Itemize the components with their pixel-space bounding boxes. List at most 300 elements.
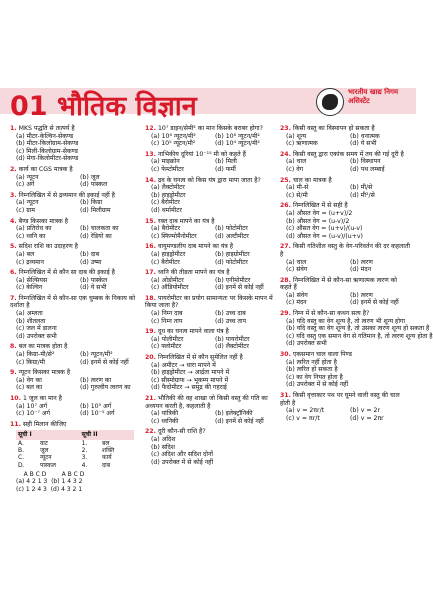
question-text: [10, 125, 140, 133]
question-item: [280, 351, 410, 389]
question-text: [280, 202, 410, 210]
answer-option: (a) पोलीमीटर: [151, 335, 184, 343]
question-number: 1.: [10, 125, 17, 132]
answer-option: (d) उच्च ताप: [215, 317, 246, 325]
match-cell: 2.: [81, 447, 88, 455]
option-list: [145, 436, 275, 466]
answer-option: (a) चाल: [286, 158, 307, 166]
match-table: [16, 430, 134, 468]
question-number: 8.: [10, 343, 17, 351]
question-number: 3.: [10, 191, 17, 199]
answer-option: (a) माइक्रोन: [151, 158, 180, 166]
answer-option: (b) पायरोमीटर: [215, 335, 250, 343]
question-stem: दूध का घनत्व मापने वाला यंत्र है: [157, 328, 229, 336]
answer-option: (b) त्वरण: [350, 291, 373, 299]
answer-option: (c) ऋणात्मक: [286, 140, 318, 148]
question-item: [10, 192, 140, 215]
answer-option: (a) शून्य: [286, 132, 307, 140]
answer-option: (a) प्रतिरोध का: [16, 225, 52, 233]
answer-option: (c) से/मी: [286, 191, 308, 199]
answer-option: (c) का वेग नियत होता है: [286, 373, 343, 381]
question-stem: वायुमण्डलीय दाब मापने का यंत्र है: [157, 243, 234, 251]
match-cell: जूल: [39, 447, 49, 455]
question-stem: निम्नलिखित में से कौन-सा एक चुम्बक के निकाय को दर्शाता है: [10, 294, 136, 310]
question-stem: सही मिलान कीजिए: [22, 420, 67, 428]
question-number: 24.: [280, 150, 291, 158]
question-number: 21.: [145, 395, 156, 402]
question-stem: सदिश राशि का उदाहरण है: [18, 243, 78, 251]
question-item: [280, 310, 433, 348]
answer-option: (c) ध्वनि का: [16, 232, 46, 240]
answer-option: (a) त्वरित नहीं होता है: [286, 358, 337, 366]
answer-option: (b) पास्केल: [80, 276, 108, 284]
answer-option: (b) जूल: [80, 173, 100, 181]
question-item: [10, 395, 140, 418]
answer-option: (c) फ्लोमीटर: [151, 343, 182, 351]
question-item: [10, 243, 140, 266]
answer-option: (b) त्वरण का: [80, 376, 112, 384]
question-item: [10, 369, 140, 392]
option-list: [280, 292, 410, 307]
answer-option: (d) ये सभी: [350, 140, 377, 148]
answer-option: (a) 10⁶ न्यूटन/मी²: [151, 132, 196, 140]
question-stem: किसी वस्तु का विस्थापन हो सकता है: [292, 125, 375, 132]
answer-option: (b) चालकता का: [80, 225, 119, 233]
question-item: [280, 277, 410, 307]
question-number: 30.: [280, 351, 291, 359]
question-item: [145, 218, 275, 241]
match-row: [16, 462, 134, 469]
match-cell: बल: [101, 439, 110, 447]
answer-option: (d) मी²/से: [350, 191, 375, 199]
option-list: [145, 251, 275, 266]
question-item: [145, 395, 275, 425]
option-list: [145, 158, 275, 173]
question-number: 12.: [145, 125, 156, 132]
answer-option: (a) वेग का: [16, 376, 42, 384]
answer-option: (b) एनीमोमीटर: [215, 276, 251, 284]
match-cell: पास्कल: [39, 461, 56, 469]
answer-option: (d) इनमें से कोई नहीं: [350, 299, 399, 307]
answer-option: (d) पथ लम्बाई: [350, 165, 385, 173]
answer-option: (d) मिलीग्राम: [80, 206, 111, 214]
option-list: [10, 377, 140, 392]
match-cell: B.: [18, 447, 25, 455]
answer-option: (b) त्वरित हो सकता है: [286, 366, 338, 374]
question-text: [280, 125, 410, 133]
answer-option: (c) वेग: [286, 165, 304, 173]
question-number: 2.: [10, 165, 17, 173]
answer-option: (d) इनमें से कोई नहीं: [215, 284, 264, 292]
answer-option: (d) गुरुत्वीय त्वरण का: [80, 384, 131, 392]
question-number: 22.: [145, 428, 156, 436]
question-number: 5.: [10, 243, 17, 251]
option-list: [10, 277, 140, 292]
question-columns: [10, 125, 433, 585]
option-list: [145, 277, 275, 292]
question-number: 7.: [10, 294, 17, 302]
match-cell: 3.: [81, 454, 88, 462]
answer-option: (d) मेगा-किलोमीटर-सेकण्ड: [16, 155, 79, 163]
answer-option: (b) मीटर-किलोग्राम-सेकण्ड: [16, 140, 79, 148]
question-item: [280, 392, 410, 422]
question-number: 6.: [10, 269, 17, 277]
question-number: 25.: [280, 176, 291, 184]
question-stem: रक्त दाब मापने का यंत्र है: [157, 217, 215, 225]
answer-option: (a) v = 2πr/t: [286, 407, 325, 415]
question-text: [10, 218, 140, 226]
question-item: [10, 421, 140, 493]
answer-option: (b) मिली: [215, 158, 237, 166]
question-text: [10, 192, 140, 200]
answer-option: (c) बैरोमीटर: [151, 199, 180, 207]
answer-option: (d) औसत वेग = (u-v)/(u+v): [286, 232, 363, 240]
answer-option: (a) मी-से: [286, 184, 309, 192]
question-stem: बैण्ड किसका मात्रक है: [18, 217, 68, 225]
question-text: [280, 151, 410, 159]
question-stem: द्रव के घनत्व को किस यंत्र द्वारा मापा जाता है?: [157, 176, 261, 184]
match-cell: कार्य: [101, 454, 112, 462]
answer-option: (b) दाब: [80, 250, 100, 258]
option-list: [10, 174, 140, 189]
answer-option: (c) बैरोमीटर: [151, 258, 180, 266]
question-item: [10, 166, 140, 189]
answer-option: (d) थर्मामीटर: [151, 206, 182, 214]
question-item: [280, 151, 410, 174]
match-codes: A B C D A B C D (a) 4 2 1 3 (b) 1 4 3 2 (c) 1 2 4 3 (d) 4 3 2 1: [16, 470, 85, 493]
page-header: [0, 0, 416, 122]
question-stem: न्यूटन किसका मात्रक है: [18, 369, 71, 377]
question-stem: निम्नलिखित में से सही है: [292, 202, 348, 210]
option-list: [10, 133, 140, 163]
exam-badge: [316, 88, 408, 116]
question-stem: 10⁷ डाइन/सेमी² का मान किसके बराबर होगा?: [157, 125, 263, 132]
answer-option: (a) मीटर-केल्विन-सेकण्ड: [16, 132, 74, 140]
question-number: 11.: [10, 420, 21, 428]
answer-option: (d) इनमें से कोई नहीं: [80, 358, 129, 366]
question-text: [280, 310, 410, 318]
answer-option: (b) इलेक्ट्रॉनिकी: [215, 410, 253, 418]
answer-option: (c) v = πr/t: [286, 414, 320, 422]
question-item: [280, 177, 410, 200]
option-list: [10, 403, 140, 418]
option-list: [145, 410, 275, 425]
answer-option: (c) मंदन: [286, 299, 307, 307]
question-text: [280, 351, 410, 359]
answer-option: (b) औसत वेग = (u-v)/2: [286, 217, 350, 225]
question-number: 10.: [10, 395, 21, 402]
answer-option: (b) विस्थापन: [350, 158, 381, 166]
question-text: [10, 369, 140, 377]
answer-option: (b) शीतलता: [16, 317, 46, 325]
question-item: [145, 295, 275, 325]
question-number: 9.: [10, 369, 17, 377]
question-item: [280, 243, 410, 273]
answer-option: (c) निम्न ताप: [151, 317, 183, 325]
answer-option: (b) v = 2r: [350, 407, 380, 415]
question-item: [145, 269, 275, 292]
answer-option: (a) न्यूटन: [16, 173, 39, 181]
question-text: [145, 218, 275, 226]
answer-option: (d) 10⁴ न्यूटन/मी²: [215, 140, 260, 148]
chapter-title: 01 भौतिक विज्ञान: [10, 91, 197, 122]
answer-option: (b) किग्रा: [80, 199, 103, 207]
answer-option: (a) औसत वेग = (u+v)/2: [286, 209, 353, 217]
answer-option: (b) हाइग्रोमीटर: [215, 250, 250, 258]
question-item: [145, 151, 275, 174]
answer-option: (b) सदिश: [151, 443, 176, 451]
question-item: [280, 202, 410, 240]
question-text: [145, 354, 275, 362]
question-stem: निम्न में से कौन-सा कथन सत्य है?: [292, 310, 370, 318]
question-text: [10, 295, 140, 310]
answer-option: (b) न्यूटन/मी²: [80, 351, 113, 359]
question-stem: बल का मात्रक होता है: [18, 343, 68, 351]
answer-option: (d) उपरोक्त सभी: [286, 340, 327, 348]
question-text: [10, 166, 140, 174]
question-stem: 1 जूल का मान है: [22, 395, 62, 402]
option-list: [145, 310, 275, 325]
answer-option: (c) ऑडियोमीटर: [151, 284, 189, 292]
question-stem: ध्वनि की तीव्रता मापने का यंत्र है: [157, 269, 230, 277]
question-stem: नाभिकीय दूरियां 10⁻¹⁵ मी को कहते हैं: [157, 150, 246, 158]
option-list: [280, 184, 410, 199]
answer-option: (a) निम्न दाब: [151, 310, 183, 318]
answer-option: (c) संवेग: [286, 266, 308, 274]
answer-option: (b) हाइड्रोमीटर: [151, 191, 186, 199]
answer-option: (d) फोटोमीटर: [215, 258, 248, 266]
answer-option: (b) 10⁸ न्यूटन/मी²: [215, 132, 260, 140]
question-stem: भौतिकी की वह शाखा जो किसी वस्तु की गति का अध्ययन करती है, कहलाती है: [145, 395, 268, 410]
question-stem: किसी गतिशील वस्तु के वेग-परिवर्तन की दर कहलाती है: [280, 243, 410, 258]
answer-option: (a) सेल्सियस: [16, 276, 48, 284]
question-item: [145, 328, 275, 351]
option-list: [10, 310, 140, 340]
question-item: [10, 218, 140, 241]
answer-option: (c) यदि वस्तु एक समान वेग से गतिमान है, तो त्वरण शून्य होता है: [286, 332, 433, 340]
answer-option: (c) ध्वनिकी: [151, 417, 179, 425]
match-row: [16, 447, 134, 454]
question-text: [145, 269, 275, 277]
question-number: 4.: [10, 217, 17, 225]
answer-option: (d) इनमें से कोई नहीं: [215, 417, 264, 425]
answer-option: (a) हाइड्रोमीटर: [151, 250, 186, 258]
answer-option: (b) फोटोमीटर: [215, 225, 248, 233]
question-number: 18.: [145, 294, 156, 302]
answer-option: (c) स्फिग्मोमैनोमीटर: [151, 232, 197, 240]
answer-option: (b) धनात्मक: [350, 132, 380, 140]
match-cell: 4.: [81, 461, 88, 469]
match-header: सूची II: [80, 430, 134, 440]
question-stem: निम्नलिखित में से द्रव्यमान की इकाई नहीं है: [18, 191, 115, 199]
answer-option: (a) न्यूटन: [16, 199, 39, 207]
question-text: [145, 295, 275, 310]
question-item: [145, 177, 275, 215]
answer-option: (d) 10⁻⁵ अर्ग: [80, 410, 115, 418]
option-list: [145, 225, 275, 240]
question-stem: कार्य का CGS मात्रक है: [18, 165, 73, 173]
answer-option: (c) 10⁵ न्यूटन/मी²: [151, 140, 196, 148]
answer-option: (a) संवेग: [286, 291, 308, 299]
question-text: [145, 328, 275, 336]
answer-option: (c) अर्ग: [16, 181, 35, 189]
answer-option: (c) बल का: [16, 384, 43, 392]
question-text: [145, 428, 275, 436]
match-cell: न्यूटन: [39, 454, 52, 462]
question-number: 26.: [280, 202, 291, 210]
match-cell: C.: [18, 454, 25, 462]
question-number: 17.: [145, 269, 156, 277]
question-number: 27.: [280, 243, 291, 251]
answer-option: (c) अदिश और सदिश दोनों: [151, 451, 213, 459]
question-number: 23.: [280, 125, 291, 132]
answer-option: (c) मिली-किलोग्राम-सेकण्ड: [16, 147, 78, 155]
match-header: सूची I: [16, 430, 80, 440]
option-list: [10, 251, 140, 266]
question-number: 20.: [145, 354, 156, 362]
option-list: [280, 158, 410, 173]
question-item: [145, 354, 275, 392]
answer-option: (d) फर्मी: [215, 165, 236, 173]
question-number: 14.: [145, 176, 156, 184]
answer-option: (a) अमीटर → धारा मापने में: [151, 361, 216, 369]
question-text: [145, 243, 275, 251]
question-number: 19.: [145, 328, 156, 336]
badge-text: भारतीय खाद्य निगम असिस्टेंट: [348, 88, 399, 105]
question-item: [10, 269, 140, 292]
answer-option: (a) बैरोमीटर: [151, 225, 181, 233]
question-stem: निम्नलिखित में से कौन सा दाब की इकाई है: [18, 269, 115, 277]
question-text: [10, 343, 140, 351]
question-text: [280, 277, 410, 292]
question-number: 31.: [280, 392, 291, 399]
question-stem: पायरोमीटर का प्रयोग सामान्यतः पर किसके मापन में किया जाता है?: [145, 294, 273, 310]
answer-option: (c) केल्विन: [16, 284, 43, 292]
answer-option: (b) मी/से: [350, 184, 373, 192]
answer-option: (d) उपरोक्त में से कोई नहीं: [286, 381, 349, 389]
option-list: [280, 407, 410, 422]
question-item: [145, 125, 275, 148]
answer-option: (c) जल में डालना: [16, 325, 57, 333]
question-item: [10, 295, 140, 341]
option-list: [280, 359, 410, 389]
question-text: [145, 395, 275, 410]
question-item: [145, 243, 275, 266]
answer-option: (d) रेडियो का: [80, 232, 112, 240]
answer-option: (a) किग्रा-मी/से²: [16, 351, 55, 359]
eagle-logo-icon: [316, 88, 344, 116]
question-stem: निम्नलिखित में से कौन-सा ऋणात्मक त्वरण को कहते हैं: [280, 276, 397, 292]
answer-option: (c) औसत वेग = (u+v)/(u-v): [286, 225, 363, 233]
answer-option: (a) यदि वस्तु का वेग शून्य है, तो त्वरण भी शून्य होगा: [286, 317, 406, 325]
match-cell: D.: [18, 461, 25, 469]
question-number: 13.: [145, 150, 156, 158]
answer-option: (c) फेम्टोमीटर: [151, 165, 184, 173]
answer-option: (b) यदि वस्तु का वेग शून्य है, तो उसका त्वरण शून्य हो सकता है: [286, 325, 430, 333]
answer-option: (b) उच्च दाब: [215, 310, 246, 318]
option-list: [145, 362, 275, 392]
answer-option: (b) 10⁵ अर्ग: [80, 402, 112, 410]
answer-option: (c) 10⁻⁷ अर्ग: [16, 410, 50, 418]
match-cell: दाब: [101, 461, 111, 469]
option-list: [280, 210, 410, 240]
question-stem: MKS पद्धति से तात्पर्य है: [18, 125, 75, 132]
option-list: [10, 199, 140, 214]
question-stem: किसी वृत्ताकार पथ पर घूमने वाली वस्तु की चाल होती है: [280, 392, 400, 407]
answer-option: (d) फैदोमीटर → समुद्र की गहराई: [151, 384, 227, 392]
answer-option: (a) बल: [16, 250, 35, 258]
answer-option: (b) त्वरण: [350, 258, 373, 266]
match-cell: शक्ति: [101, 447, 115, 455]
question-number: 16.: [145, 243, 156, 251]
question-column-3: [280, 125, 433, 425]
answer-option: (a) लैक्टोमीटर: [151, 184, 185, 192]
question-column-2: [145, 125, 275, 469]
option-list: [145, 184, 275, 214]
question-text: [10, 269, 140, 277]
question-stem: दूरी कौन-सी राशि है?: [157, 428, 206, 436]
answer-option: (d) ये सभी: [80, 284, 107, 292]
answer-option: (a) अदिश: [151, 435, 176, 443]
match-cell: A.: [18, 439, 24, 447]
answer-option: (a) यांत्रिकी: [151, 410, 179, 418]
question-stem: निम्नलिखित में से कौन सुमेलित नहीं है: [157, 354, 243, 362]
answer-option: (d) उष्मा: [80, 258, 102, 266]
option-list: [145, 336, 275, 351]
question-text: [280, 392, 410, 407]
answer-option: (a) ओडोमीटर: [151, 276, 184, 284]
answer-option: (d) पास्कल: [80, 181, 108, 189]
question-text: [10, 395, 140, 403]
option-list: [280, 133, 410, 148]
question-number: 29.: [280, 310, 291, 318]
option-list: [10, 225, 140, 240]
question-column-1: [10, 125, 140, 496]
option-list: [145, 133, 275, 148]
option-list: [10, 351, 140, 366]
question-number: 28.: [280, 276, 291, 284]
answer-option: (a) 10⁷ अर्ग: [16, 402, 48, 410]
match-cell: 1.: [81, 439, 88, 447]
question-item: [10, 125, 140, 163]
question-text: [10, 421, 140, 429]
option-list: [280, 317, 433, 348]
answer-option: (d) लैक्टोमीटर: [215, 343, 249, 351]
answer-option: (c) किग्रा/मी: [16, 358, 46, 366]
question-item: [10, 343, 140, 366]
question-text: [145, 125, 275, 133]
match-row: [16, 454, 134, 461]
question-item: [280, 125, 410, 148]
answer-option: (d) उपरोक्त सभी: [16, 332, 57, 340]
answer-option: (c) ग्राम: [16, 206, 35, 214]
answer-option: (d) उपरोक्त में से कोई नहीं: [151, 458, 214, 466]
answer-option: (c) द्रव्यमान: [16, 258, 44, 266]
match-cell: वाट: [39, 439, 48, 447]
question-stem: चाल का मात्रक है: [292, 176, 332, 184]
answer-option: (a) अम्लता: [16, 310, 43, 318]
answer-option: (d) मंदन: [350, 266, 372, 274]
match-row: [16, 440, 134, 447]
option-list: [280, 259, 410, 274]
answer-option: (c) सीस्मोग्राफ → भूकम्प मापने में: [151, 376, 229, 384]
answer-option: (d) अल्टीमीटर: [215, 232, 249, 240]
answer-option: (d) v = 2πr: [350, 414, 384, 422]
question-text: [280, 243, 410, 258]
answer-option: (b) हाइड्रोमीटर → आर्द्रता मापने में: [151, 369, 230, 377]
question-stem: किसी वस्तु द्वारा एकांक समय में तय की गई दूरी है: [292, 150, 404, 158]
question-text: [10, 243, 140, 251]
